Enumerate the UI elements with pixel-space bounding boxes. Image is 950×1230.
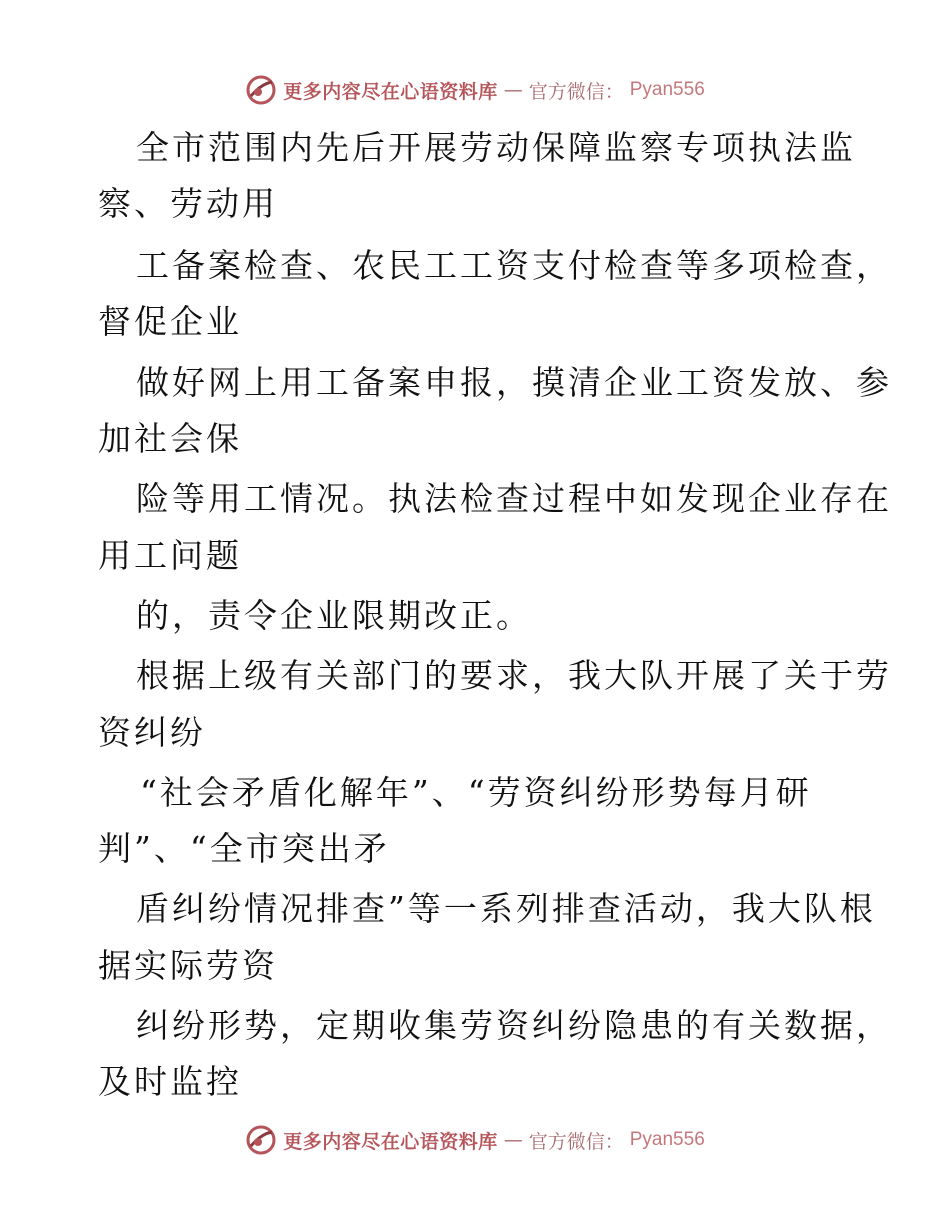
body-line: 的，责令企业限期改正。 [136, 596, 532, 635]
body-line: 全市范围内先后开展劳动保障监察专项执法监 [136, 128, 856, 167]
header-wechat-label: 官方微信： [528, 80, 624, 103]
body-line: 用工问题 [98, 536, 242, 575]
body-line: 察、劳动用 [98, 184, 278, 223]
header-separator: — [503, 79, 523, 101]
body-line: 督促企业 [98, 302, 242, 341]
footer-wechat-label: 官方微信： [528, 1130, 624, 1153]
body-line: 资纠纷 [98, 713, 206, 752]
body-line: 根据上级有关部门的要求，我大队开展了关于劳 [136, 656, 892, 695]
footer-separator: — [503, 1129, 523, 1151]
header-brand-text: 更多内容尽在心语资料库 [283, 80, 498, 103]
body-line: 盾纠纷情况排查”等一系列排查活动，我大队根 [136, 889, 876, 928]
footer-wechat-id: Pyan556 [629, 1129, 705, 1150]
body-line: 做好网上用工备案申报，摸清企业工资发放、参 [136, 363, 892, 402]
body-line: “社会矛盾化解年”、“劳资纠纷形势每月研 [140, 773, 812, 812]
body-line: 加社会保 [98, 419, 242, 458]
body-line: 及时监控 [98, 1062, 242, 1101]
body-line: 纠纷形势，定期收集劳资纠纷隐患的有关数据， [136, 1006, 892, 1045]
header-watermark [0, 70, 950, 110]
brand-logo-icon [245, 74, 277, 106]
body-line: 判”、“全市突出矛 [98, 829, 390, 868]
footer-watermark [0, 1120, 950, 1160]
body-line: 据实际劳资 [98, 946, 278, 985]
header-wechat-id: Pyan556 [629, 79, 705, 100]
footer-brand-text: 更多内容尽在心语资料库 [283, 1130, 498, 1153]
body-line: 工备案检查、农民工工资支付检查等多项检查， [136, 246, 892, 285]
brand-logo-icon [245, 1124, 277, 1156]
body-line: 险等用工情况。执法检查过程中如发现企业存在 [136, 479, 892, 518]
